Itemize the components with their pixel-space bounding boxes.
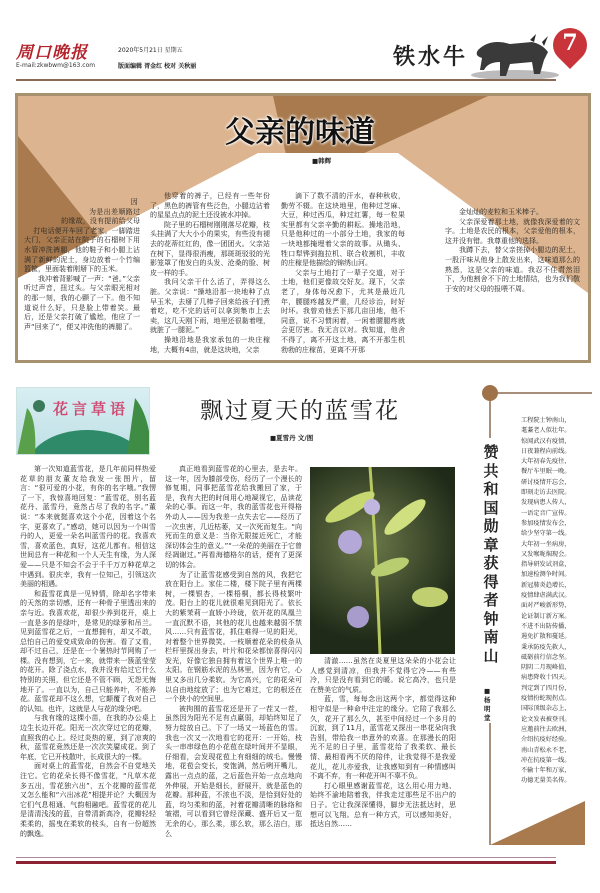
section-name: 铁水牛 — [393, 44, 469, 70]
poem-line: 不进不出防传播， — [521, 622, 571, 630]
paragraph: 面对桌上的蓝雪花，自然会不自觉地关注它。它的花朵长得不像雪花，“凡草木花多五出，雪花独六出”，五个花瓣的蓝雪花又怎么能和“六出冰花”相提并论？大概因为它们气息相通、气韵相融吧。蓝雪花的花儿是清清浅浅的蓝，自带清新高冷，花瓣轻轻柔柔的，摇曳在柔软的枝头，自有一份超然的飘逸。 — [20, 762, 156, 838]
poem-line: 即刻走访去医院。 — [521, 489, 571, 497]
article-title: 父亲的味道 — [225, 115, 375, 150]
paragraph: 我蹲下去，替父亲搓掉小腿边的泥土，一股汗味从他身上散发出来，这味道那么的熟悉，这是父亲的味道。我忍不住潸然泪下，为他割舍不下的土地情结，也为我们敬于安的对父母的报喂不周。 — [445, 246, 580, 293]
issue-date: 2020年5月21日 星期五 — [118, 47, 183, 54]
article-column — [310, 657, 456, 857]
poem-line: 国际顶级杂志上， — [521, 705, 571, 713]
poem-line: 秉承防疫先救人， — [521, 643, 571, 651]
poem-line: 南山青松永不老， — [521, 746, 571, 754]
header-rule — [16, 79, 556, 81]
poem-line: 遏免扩散和蔓延。 — [521, 633, 571, 641]
paragraph: 因为是出差顺路过的缘故，没有提前给父母打电话便开车回了老家。一脚踏进大门，父亲正站在院子的石榴树下用水管冲洗裤腿，他的鞋子和小腿上沾满了新鲜的泥土，身边放着一个竹编篮筐，里面装着刚掰下的玉米。 — [24, 198, 140, 274]
article-column — [165, 465, 302, 855]
paragraph: 为了让蓝雪花感受到自然的风，我把它放在阳台上。家住二楼，楼下院子里有两棵树，一棵银杏，一棵梧桐，都长得枝繁叶茂。阳台上的花儿就很难见到阳光了。依长大的紫茉莉一直娇小玲珑，依开花的凤凰兰一直沉默不语，其他的花儿也越来越弱不禁风……只有蓝雪花，抓住难得一见的阳光，对着整个世界微笑。一枝顺着花朵的枝条从栏杆里探出身去，叶片和花朵都惊喜得闪闪发光，好像它独自拥有着这个世界上唯一的太阳。在钢筋水泥的丛林里，因为有它，心里又多出几分柔软。为它高兴，它的花朵可以自由地绽放了；也为它难过，它的根还在一个狭小的空间里。 — [165, 570, 302, 704]
poem-line: 惊闻武汉有疫情， — [521, 437, 571, 445]
paragraph: 滴下了数不清的汗水，春种秋收，勤劳不辍。在这块地里，他种过芝麻、大豆，种过西瓜，种过红薯，每一粒果实里都有父亲辛勤的耕耘。操地沿地，只是他种过的一小部分土地，我家的每一块地都掩埋着父亲的故事。从锄头、牲口犁铧到拖拉机、联合收割机，丰收的庄稼是他描绘的锦绣山河。 — [281, 192, 405, 268]
poem-line: 阴阴二月现峰值， — [521, 664, 571, 672]
poem-line: 论证制订新方案。 — [521, 612, 571, 620]
blue-plumbago-photo — [310, 467, 455, 654]
article-column — [281, 192, 405, 358]
footer-rule — [16, 861, 556, 864]
poem-line: 参加疫情发布会， — [521, 519, 571, 527]
poem-line: 疫情肆虐满武汉。 — [521, 592, 571, 600]
poem-line: 研讨疫情开忘会， — [521, 478, 571, 486]
poem-line: 砥砺前行信念坚。 — [521, 653, 571, 661]
section-label: 花言草语 — [53, 400, 130, 418]
newspaper-logo: 周口晚报 — [16, 43, 88, 63]
paragraph: 他穿着的裤子，已经有一些年份了，黑色的裤管有些泛色，小腿边沾着的星星点点的泥土还没被水冲掉。 — [150, 192, 270, 220]
paragraph: 院子里的石榴树刚刚落尽花瓣，枝头挂满了大大小小的果实，有些没有褪去的花蒂红红的，像一团团火。父亲站在树下，显得很消瘦，那斑斑驳驳的光影笼罩了他发白的头发、沧桑的脸、树皮一样的手。 — [150, 220, 270, 277]
poem-line: 指导研发试剂盒， — [521, 561, 571, 569]
email-address: E-mail:zkwbwm@163.com — [16, 62, 96, 69]
column-text — [20, 465, 156, 839]
paragraph: 和蓝雪花真是一见钟情，除却名字带来的天然的亲切感，还有一种骨子里透出来的亲与近。我喜欢花，却很少养到花开，桌上一直是多的是绿叶，是常见的绿萝和吊兰。见到蓝雪花之后，一直想拥有，却又不敢，总怕自己的爱变成致命的伤害。看了又看，却不过自己，还是在一个暑热时节网购了一棵。没有想到，它一来，就带来一簇蓝莹莹的花开。除了浇点水，我并没有给过它什么特别的关照，但它还是不管不顾，无怨无悔地开了。一直以为，自己只能养叶，不能养花。蓝雪花却不这么想，它颠覆了我对自己的认知。也许，这就是人与花的缘分吧。 — [20, 589, 156, 713]
poem-line: 介绍抗疫好经验。 — [521, 736, 571, 744]
poem-line: 应邀前往去欧洲， — [521, 725, 571, 733]
poem-line: 疫情扮蛇现拐点。 — [521, 695, 571, 703]
poem-line: 论文发表被登刊。 — [521, 715, 571, 723]
poem-line: 新冠肺炎趋增长， — [521, 581, 571, 589]
article-column — [150, 192, 270, 358]
poem-line: 发现病患人传人， — [521, 499, 571, 507]
flower-illustration — [310, 467, 455, 654]
poem-line: 日夜兼程向前线。 — [521, 447, 571, 455]
column-text — [445, 208, 580, 294]
poem-line: 冲在抗疫第一线。 — [521, 756, 571, 764]
editor-credits: 版面编辑 胥金红 校对 关秋丽 — [118, 63, 197, 70]
poem-line: 功德无量美名传。 — [521, 777, 571, 785]
poem-author: ■杨明堂 — [484, 687, 491, 722]
paragraph: 打心眼里感谢蓝雪花，这么用心用力地、始终不渝地陪着我，伴我走过那些足不出户的日子。它让我深深懂得，脚步无法抵达时，思想可以飞翔。总有一种方式，可以感知美好，抵达自然…… — [310, 781, 456, 829]
poem-title: 赞共和国勋章获得者钟南山 — [483, 443, 499, 665]
article-byline: ■韩辉 — [312, 157, 332, 165]
poem-line: 面对严峻新形势， — [521, 602, 571, 610]
poem-line: 工程院士钟南山， — [521, 417, 571, 424]
article-title: 飘过夏天的蓝雪花 — [200, 398, 400, 424]
paragraph: 操地沿地是我家承包的一块庄稼地，大概有4亩，就是这块地，父亲 — [150, 335, 270, 354]
article-column — [445, 208, 580, 348]
paragraph: 父亲与土地打了一辈子交道，对于土地，他们更像故交好友。现下，父亲老了，身体每况愈下，尤其是最近几年，腰腿疼越发严重，几经诊治，时好时坏。我曾劝他丢下那几亩田地，他不同意，说不习惯闲着，一闲着腰腿疼就会更厉害。我无言以对。我知道，他舍不得了，离不开这土地，离不开那生机勃勃的庄稼苗，更离不开那 — [281, 268, 405, 354]
paragraph: 被拘囿的蓝雪花还是开了一茬又一茬，虽然因为阳光不足有点羸弱，却始终知足了努力绽放自己。下了一场又一场蓝色的雪。我也一次又一次地看它的花开：一开始，枝头一串串绿色的小花苞在绿叶间并不显眼，仔细看，会发现花苞上有细细的绒毛。慢慢地，花苞会变长，变饱满，然后咧开嘴儿，露出一点点的蓝，之后蓝色开始一点点地向外伸展，开始是细长，舒展开，就是蓝色的花瓣。那种蓝，不浓也不淡，是恰到好处的蓝，均匀柔和的蓝，衬着花瓣清晰的脉络和皱褶，可以看到它曾经深藏、盛开后又一览无余的心，那么柔，那么软，那么洁白，那么 — [165, 704, 302, 838]
footer-rule — [16, 857, 556, 858]
poem-line: 耄耋老人似壮年。 — [521, 427, 571, 435]
poem-line: 病患降收十四天。 — [521, 674, 571, 682]
paragraph: 第一次知道蓝雪花，是几年前同样热爱花草的朋友董友给我发一张图片，留言：“很可爱的小花，有你的名字哦。”我愣了一下，我惊喜地回复：“蓝雪花，别名蓝花丹、蓝雪丹，竟然占尽了我的名字。”董说：“本来就挺喜欢这个小花，因着这个名字，更喜欢了。”感动，她可以因为一个叫雪丹的人，更爱一朵名叫蓝雪丹的花。我喜欢雪，喜欢蓝色，真好，这花儿都有。相信这世间总有一种花和一个人天生有缘，为人深爱——只是不知会不会于千千万万种花草之中遇到。很庆幸，我有一位知己，引领这次美丽的相遇。 — [20, 465, 156, 589]
paragraph: 与我有缘的这棵小苗，在我的办公桌上边生长边开花。阳光一次次穿过它的花瓣，直照我的心上。经过炎热的夏，到了凉爽的秋，蓝雪花竟然还是一次次笑靥成花。到了年底，它已开枝散叶，长成很大的一棵。 — [20, 714, 156, 761]
poem-line: 给少坚守第一线。 — [521, 530, 571, 538]
poem-line: 一语定音广宣传。 — [521, 509, 571, 517]
column-text — [281, 192, 405, 355]
poem-line: 大年初春先疫往， — [521, 458, 571, 466]
column-text — [150, 192, 270, 355]
poem-line: 不输十年和万家， — [521, 767, 571, 775]
paragraph: 我冲着背影喊了一声：“爸。”父亲听过声音，扭过头。与父亲眼光相对的那一刻，我的心颤了一下。他不知道说什么好，只是脸上带着笑。最后，还是父亲打破了尴尬，他应了一声“回来了”，便又冲洗他的裤腿了。 — [24, 274, 140, 331]
paragraph: 清澈……虽然在炎夏里这朵朵的小花会让人感觉到清凉，但我并不觉得它冷——有些冷，只是没有看到它的暖。说它高冷，也只是在赞美它的气质。 — [310, 657, 456, 694]
paragraph: 金灿灿的麦粒和玉米棒子。 — [459, 208, 543, 216]
poem-line: 判定到了四月份， — [521, 684, 571, 692]
paragraph: 我问父亲干什么活了，弄得这么脏。父亲说：“操地沿那一块地种了点早玉米，去掰了几棒子回来给孩子们煮着吃，吃不完的话可以拿到集市上去卖，这几天刚下雨，地里还很黏着哩，就脏了一腿泥。” — [150, 278, 270, 335]
paragraph: 父亲深爱着那土地，就像我深爱着的文字。土地是农民的根本，父亲爱他的根本，这并没有错。我尊重他的选择。 — [445, 217, 580, 245]
poem-text — [521, 416, 571, 787]
iron-bull-image — [470, 30, 560, 80]
paragraph: 蓝，雪，每每念出这两个字，都觉得这种相守似是一种命中注定的缘分。它陪了我那么久，花开了那么久，甚至中间经过一个多月的沉寂，到了11月，蓝雪花又探出一串花朵向我告别，带给我一串意外的欢喜。在那漫长的阳光不足的日子里，蓝雪花给了我柔软、最长情、最相看两不厌的陪伴，让我觉得不是我爱花儿，花儿亦爱我，让我感知到有一种情感叫不离不弃，有一种花开叫不辜不负。 — [310, 695, 456, 781]
column-text — [310, 657, 456, 830]
poem-line: 又发喉咙焖现会。 — [521, 550, 571, 558]
column-text — [165, 465, 302, 839]
poem-line: 加速检测争时间。 — [521, 571, 571, 579]
paragraph: 真正地看到蓝雪花的心里去，是去年。这一年，因为膝部受伤，经历了一个漫长的修复期，同事把蓝雪花给我搬回了家，于是，我有大把的时间用心地凝视它，品读花朵的心事。而这一年，我的蓝雪花也开得格外动人——因为我差一点失去它——经历了一次虫害，几近枯萎，又一次死而复生。“向死而生的意义是：当你无限接近死亡，才能深切体会生的意义。”“一朵花的美丽在于它曾经凋谢过。”再看海德格尔的话，便有了更深切的体会。 — [165, 465, 302, 569]
article-column — [20, 465, 156, 855]
poem-line: 大年初一坐病房， — [521, 540, 571, 548]
article-byline: ■夏雪丹 文/图 — [270, 434, 314, 442]
page-number: 7 — [562, 30, 578, 56]
poem-line: 餐厅车里眠一晚。 — [521, 468, 571, 476]
article-column — [24, 190, 140, 358]
